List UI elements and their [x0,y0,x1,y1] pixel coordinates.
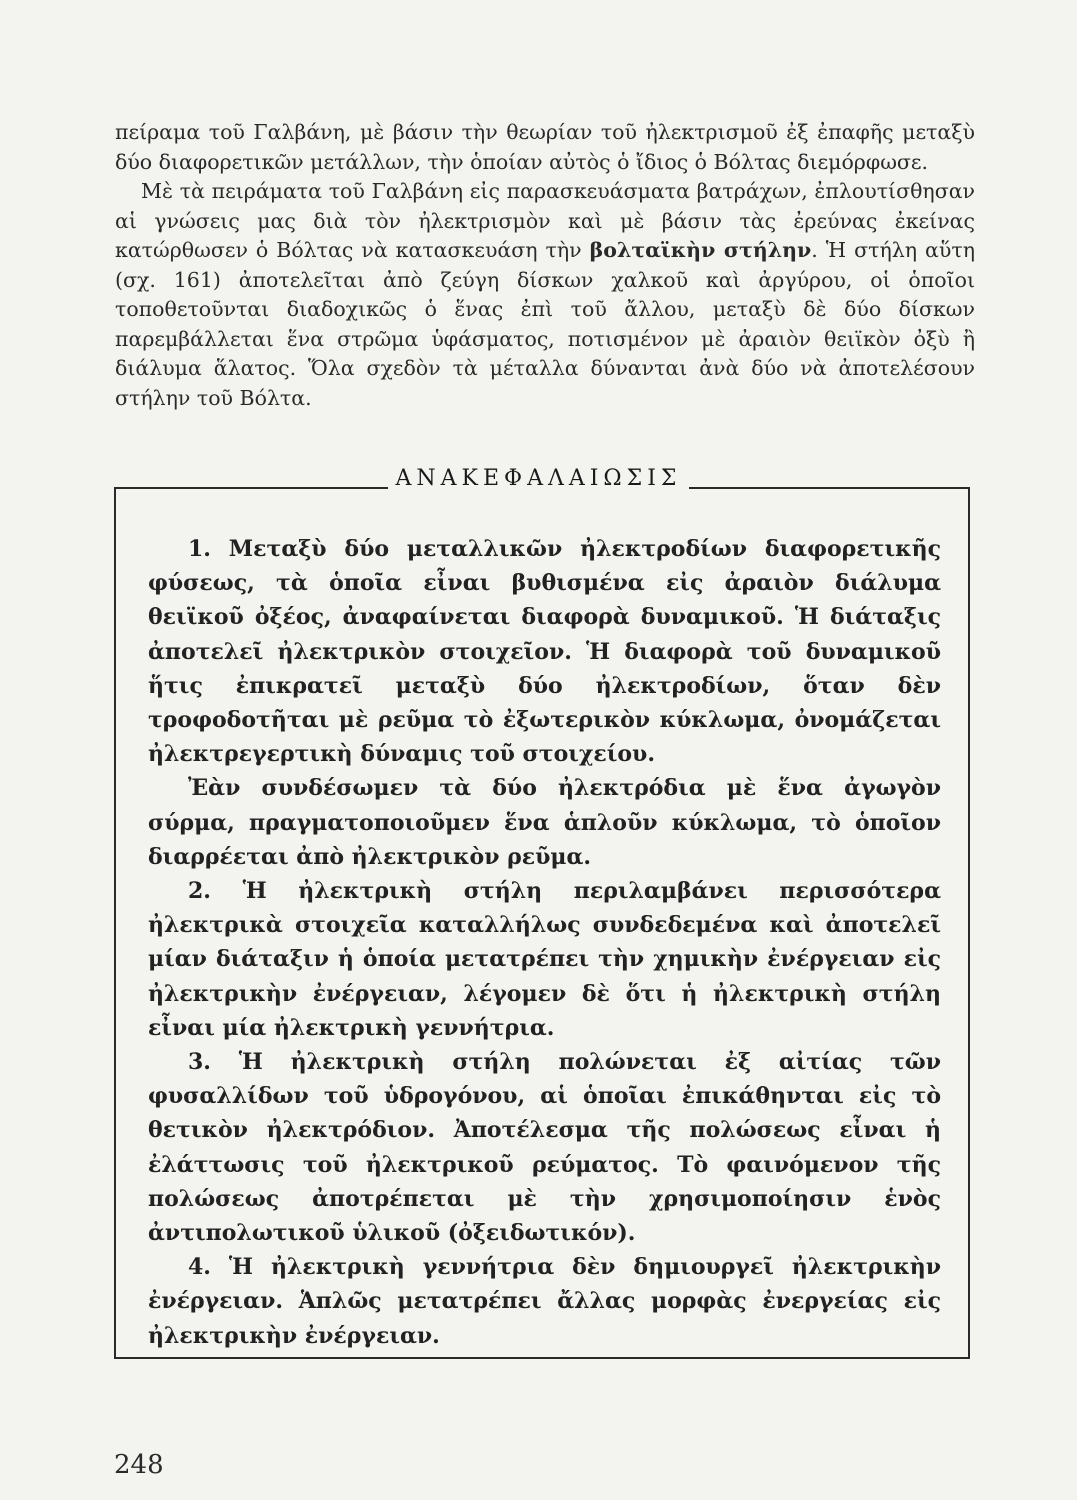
summary-body [148,532,941,1353]
summary-item-1-continued: Ἐὰν συνδέσωμεν τὰ δύο ἠλεκτρόδια μὲ ἕνα ἀγωγὸν σύρμα, πραγματοποιοῦμεν ἕνα ἁπλοῦν κύκλωμα, τὸ ὁποῖον διαρρέεται ἀπὸ ἠλεκτρικὸν ρεῦμα. [148,775,941,870]
summary-item-1: 1. Μεταξὺ δύο μεταλλικῶν ἠλεκτροδίων διαφορετικῆς φύσεως, τὰ ὁποῖα εἶναι βυθισμένα εἰς ἀραιὸν διάλυμα θειϊκοῦ ὀξέος, ἀναφαίνεται διαφορὰ δυναμικοῦ. Ἡ διάταξις ἀποτελεῖ ἠλεκτρικὸν στοιχεῖον. Ἡ διαφορὰ τοῦ δυναμικοῦ ἥτις ἐπικρατεῖ μεταξὺ δύο ἠλεκτροδίων, ὅταν δὲν τροφοδοτῆται μὲ ρεῦμα τὸ ἐξωτερικὸν κύκλωμα, ὀνομάζεται ἠλεκτρεγερτικὴ δύναμις τοῦ στοιχείου. [148,536,941,768]
summary-item-4: 4. Ἡ ἠλεκτρικὴ γεννήτρια δὲν δημιουργεῖ ἠλεκτρικὴν ἐνέργειαν. Ἁπλῶς μετατρέπει ἄλλας μορφὰς ἐνεργείας εἰς ἠλεκτρικὴν ἐνέργειαν. [148,1254,941,1349]
voltaic-pile-term: βολταϊκὴν στήλην [589,238,812,262]
intro-paragraph-2-end: . Ἡ στήλη αὕτη (σχ. 161) ἀποτελεῖται ἀπὸ ζεύγη δίσκων χαλκοῦ καὶ ἀργύρου, οἱ ὁποῖοι τοποθετοῦνται διαδοχικῶς ὁ ἕνας ἐπὶ τοῦ ἄλλου, μεταξὺ δὲ δύο δίσκων παρεμβάλλεται ἕνα στρῶμα ὑφάσματος, ποτισμένον μὲ ἀραιὸν θειϊκὸν ὀξὺ ἢ διάλυμα ἅλατος. Ὅλα σχεδὸν τὰ μέταλλα δύνανται ἀνὰ δύο νὰ ἀποτελέσουν στήλην τοῦ Βόλτα. [115,238,975,410]
summary-heading [0,466,1077,491]
page-number: 248 [114,1450,164,1480]
intro-text [115,118,975,413]
intro-paragraph-2 [115,177,975,413]
summary-item-2: 2. Ἡ ἠλεκτρικὴ στήλη περιλαμβάνει περισσότερα ἠλεκτρικὰ στοιχεῖα καταλλήλως συνδεδεμένα καὶ ἀποτελεῖ μίαν διάταξιν ἡ ὁποία μετατρέπει τὴν χημικὴν ἐνέργειαν εἰς ἠλεκτρικὴν ἐνέργειαν, λέγομεν δὲ ὅτι ἡ ἠλεκτρικὴ στήλη εἶναι μία ἠλεκτρικὴ γεννήτρια. [148,878,941,1041]
summary-heading-text: ΑΝΑΚΕΦΑΛΑΙΩΣΙΣ [388,466,690,491]
intro-paragraph-2-start: Μὲ τὰ πειράματα τοῦ Γαλβάνη εἰς παρασκευάσματα βατράχων, ἐπλουτίσθησαν αἱ γνώσεις μας διὰ τὸν ἠλεκτρισμὸν καὶ μὲ βάσιν τὰς ἐρεύνας ἐκείνας κατώρθωσεν ὁ Βόλτας νὰ κατασκευάση τὴν [115,179,975,262]
summary-item-3: 3. Ἡ ἠλεκτρικὴ στήλη πολώνεται ἐξ αἰτίας τῶν φυσαλλίδων τοῦ ὑδρογόνου, αἱ ὁποῖαι ἐπικάθηνται εἰς τὸ θετικὸν ἠλεκτρόδιον. Ἀποτέλεσμα τῆς πολώσεως εἶναι ἡ ἐλάττωσις τοῦ ἠλεκτρικοῦ ρεύματος. Τὸ φαινόμενον τῆς πολώσεως ἀποτρέπεται μὲ τὴν χρησιμοποίησιν ἑνὸς ἀντιπολωτικοῦ ὑλικοῦ (ὀξειδωτικόν). [148,1049,941,1247]
intro-paragraph-1: πείραμα τοῦ Γαλβάνη, μὲ βάσιν τὴν θεωρίαν τοῦ ἠλεκτρισμοῦ ἐξ ἐπαφῆς μεταξὺ δύο διαφορετικῶν μετάλλων, τὴν ὁποίαν αὐτὸς ὁ ἴδιος ὁ Βόλτας διεμόρφωσε. [115,120,975,174]
